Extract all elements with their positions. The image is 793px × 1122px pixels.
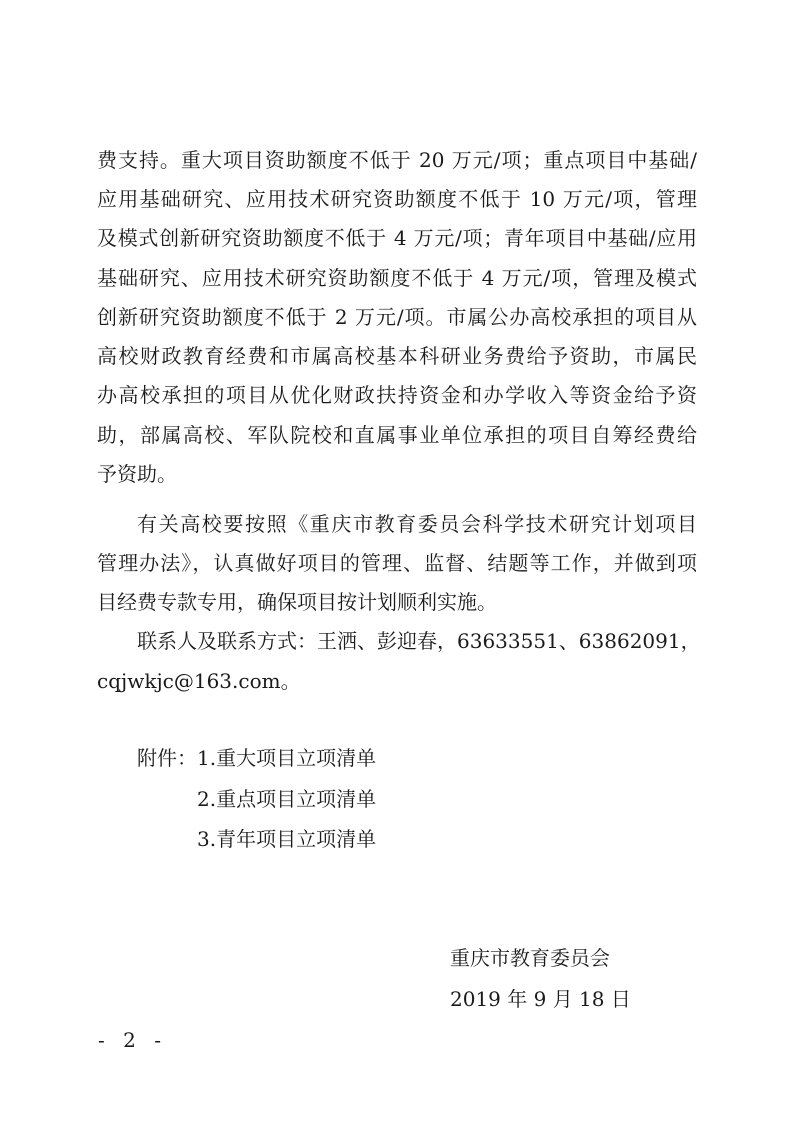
contact-email: cqjwkjc@163.com。 xyxy=(97,669,301,693)
paragraph1-line-6: 高校财政教育经费和市属高校基本科研业务费给予资助，市属民 xyxy=(97,344,697,368)
paragraph2-line-1: 有关高校要按照《重庆市教育委员会科学技术研究计划项目 xyxy=(137,512,697,536)
paragraph1-line-3: 及模式创新研究资助额度不低于 4 万元/项；青年项目中基础/应用 xyxy=(97,226,697,250)
paragraph2-line-3: 目经费专款专用，确保项目按计划顺利实施。 xyxy=(97,590,497,614)
paragraph1-line-7: 办高校承担的项目从优化财政扶持资金和办学收入等资金给予资 xyxy=(97,383,697,407)
paragraph2-line-2: 管理办法》，认真做好项目的管理、监督、结题等工作，并做到项 xyxy=(97,551,697,575)
signature-date: 2019 年 9 月 18 日 xyxy=(450,987,631,1011)
paragraph1-line-1: 费支持。重大项目资助额度不低于 20 万元/项；重点项目中基础/ xyxy=(97,148,697,172)
paragraph1-line-2: 应用基础研究、应用技术研究资助额度不低于 10 万元/项，管理 xyxy=(97,187,697,211)
attachment-item-1: 1.重大项目立项清单 xyxy=(197,746,377,770)
attachment-item-2: 2.重点项目立项清单 xyxy=(197,787,377,811)
paragraph1-line-9: 予资助。 xyxy=(97,462,177,486)
paragraph1-line-5: 创新研究资助额度不低于 2 万元/项。市属公办高校承担的项目从 xyxy=(97,305,697,329)
contact-line-1: 联系人及联系方式：王洒、彭迎春，63633551、63862091， xyxy=(137,629,701,653)
paragraph1-line-4: 基础研究、应用技术研究资助额度不低于 4 万元/项，管理及模式 xyxy=(97,266,697,290)
attachment-item-3: 3.青年项目立项清单 xyxy=(197,827,377,851)
paragraph1-line-8: 助，部属高校、军队院校和直属事业单位承担的项目自筹经费给 xyxy=(97,423,697,447)
attachments-label: 附件： xyxy=(137,746,197,770)
signature-organization: 重庆市教育委员会 xyxy=(450,946,610,970)
page-number: - 2 - xyxy=(98,1028,167,1052)
